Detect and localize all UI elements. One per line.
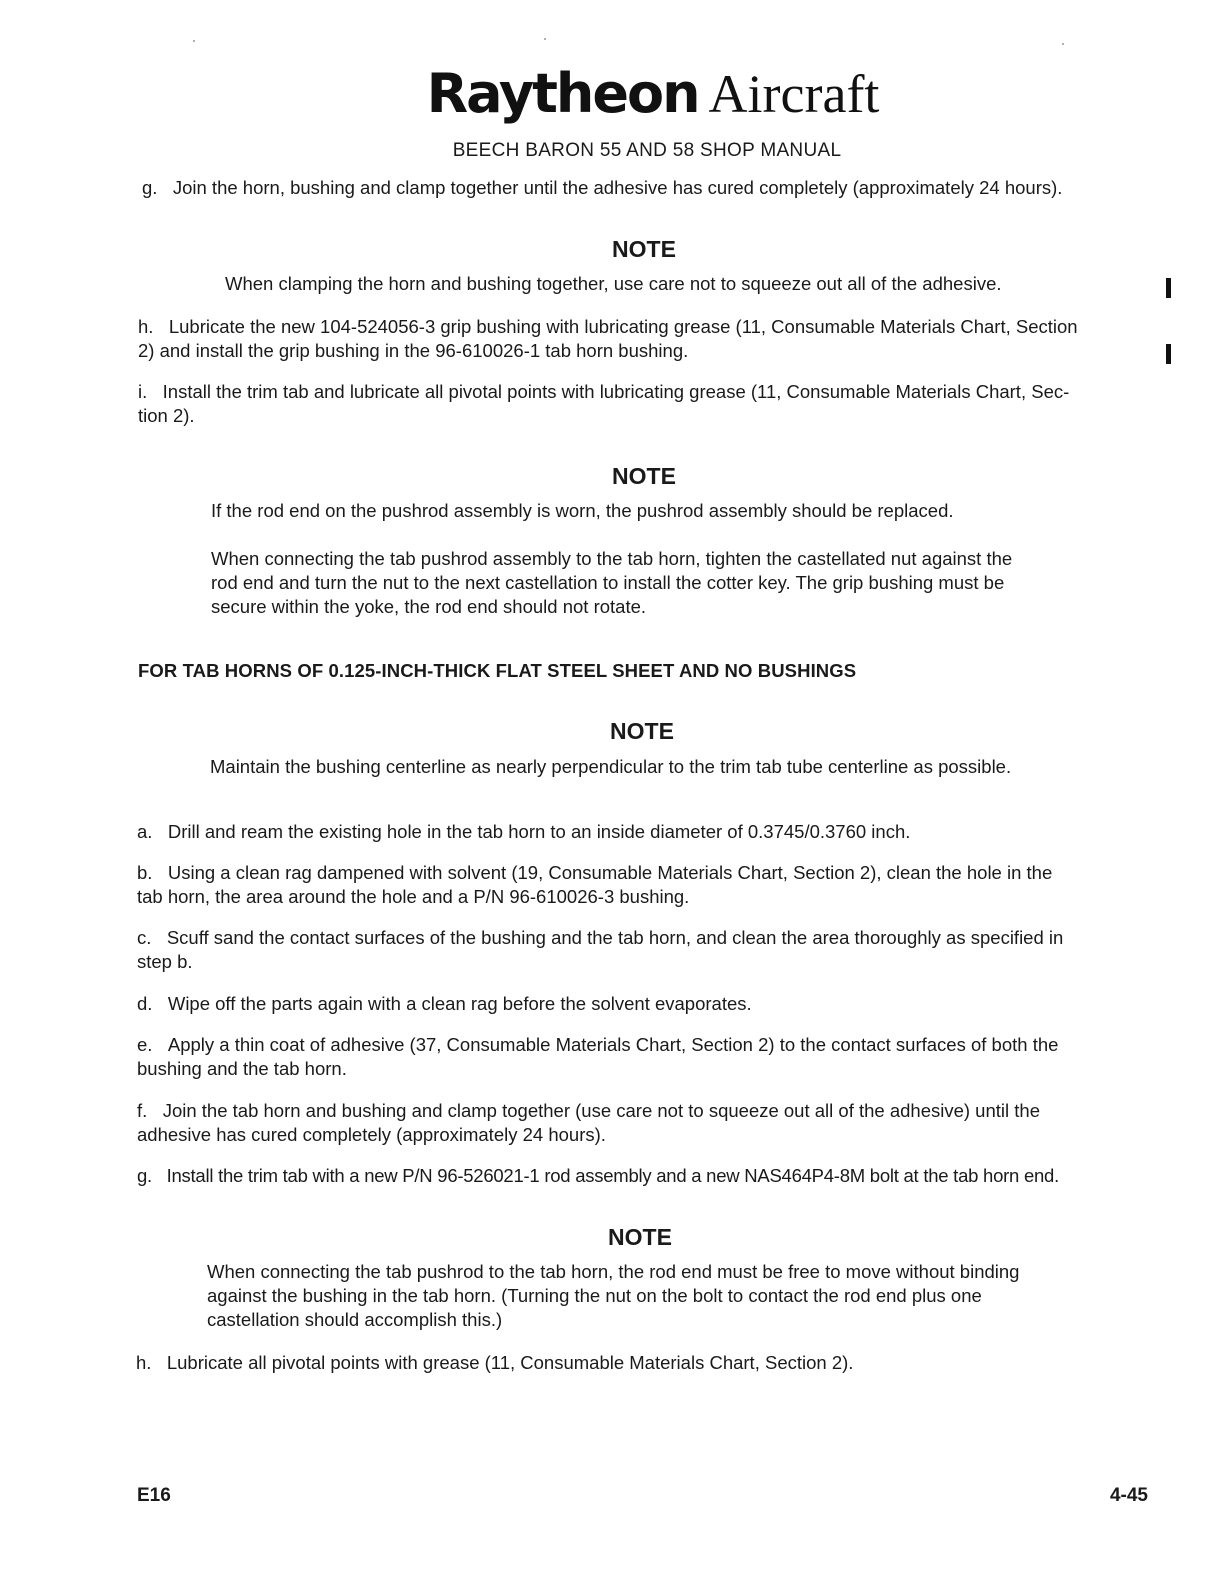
brand-name: Raytheon [426,62,699,125]
step-h-bottom [136,1351,853,1375]
note-text: rod end and turn the nut to the next castellation to install the cotter key. The grip bushing must be [211,572,1005,593]
note-heading: NOTE [608,1224,672,1250]
change-bar [1166,344,1171,364]
step-text: Lubricate all pivotal points with grease (11, Consumable Materials Chart, Section 2). [166,1352,854,1373]
note-paragraph [207,1260,1019,1332]
step-label: f. [137,1100,148,1121]
step-text: tion 2). [138,405,195,426]
step-label: d. [137,993,153,1014]
manual-title: BEECH BARON 55 AND 58 SHOP MANUAL [452,140,842,161]
brand-subtitle: Aircraft [708,64,880,124]
scan-speck [544,38,546,40]
step-text: Join the tab horn and bushing and clamp together (use care not to squeeze out all of the adhesive) until the [162,1100,1040,1121]
step-b [137,861,1052,909]
step-text: Using a clean rag dampened with solvent (19, Consumable Materials Chart, Section 2), clean the hole in the [167,862,1053,883]
step-d [137,992,752,1016]
step-label: g. [137,1165,152,1186]
note-heading: NOTE [612,236,676,262]
step-g-top [142,176,1062,200]
note-text: When clamping the horn and bushing together, use care not to squeeze out all of the adhesive. [225,273,1002,294]
step-text: 2) and install the grip bushing in the 96-610026-1 tab horn bushing. [138,340,689,361]
note-heading: NOTE [612,463,676,489]
step-c [137,926,1063,974]
note-text: When connecting the tab pushrod to the tab horn, the rod end must be free to move without binding [207,1261,1020,1282]
step-text: Install the trim tab with a new P/N 96-526021-1 rod assembly and a new NAS464P4-8M bolt at the tab horn end. [166,1165,1059,1186]
step-text: Apply a thin coat of adhesive (37, Consumable Materials Chart, Section 2) to the contact surfaces of both the [167,1034,1059,1055]
footer-revision: E16 [137,1485,171,1506]
step-a [137,820,910,844]
step-e [137,1033,1058,1081]
change-bar [1166,278,1171,298]
step-text: adhesive has cured completely (approximately 24 hours). [137,1124,606,1145]
step-text: Drill and ream the existing hole in the tab horn to an inside diameter of 0.3745/0.3760 inch. [167,821,911,842]
note-text: If the rod end on the pushrod assembly is worn, the pushrod assembly should be replaced. [211,500,954,521]
step-text: step b. [137,951,193,972]
note-text: castellation should accomplish this.) [207,1309,503,1330]
step-label: c. [137,927,152,948]
scan-speck [1062,43,1064,45]
step-i-top [138,380,1069,428]
note-text: Maintain the bushing centerline as nearly perpendicular to the trim tab tube centerline as possible. [210,756,1012,777]
step-label: g. [142,177,158,198]
step-g-bottom [137,1164,1059,1188]
scan-speck [193,40,195,42]
footer-page-number: 4-45 [1109,1485,1148,1506]
brand-logo [0,62,1220,125]
note-text: When connecting the tab pushrod assembly to the tab horn, tighten the castellated nut against the [211,548,1013,569]
note-text: secure within the yoke, the rod end should not rotate. [211,596,647,617]
step-text: Join the horn, bushing and clamp together until the adhesive has cured completely (approximately 24 hours). [172,177,1063,198]
step-label: h. [136,1352,152,1373]
step-text: Scuff sand the contact surfaces of the bushing and the tab horn, and clean the area thoroughly as specified in [166,927,1064,948]
step-f [137,1099,1040,1147]
step-label: e. [137,1034,153,1055]
note-text: against the bushing in the tab horn. (Turning the nut on the bolt to contact the rod end plus one [207,1285,982,1306]
step-label: b. [137,862,153,883]
step-text: tab horn, the area around the hole and a P/N 96-610026-3 bushing. [137,886,690,907]
step-label: a. [137,821,153,842]
section-heading: FOR TAB HORNS OF 0.125-INCH-THICK FLAT STEEL SHEET AND NO BUSHINGS [138,660,857,681]
step-label: h. [138,316,154,337]
step-text: Wipe off the parts again with a clean rag before the solvent evaporates. [167,993,752,1014]
step-label: i. [138,381,148,402]
note-paragraph [211,547,1012,619]
step-text: Lubricate the new 104-524056-3 grip bushing with lubricating grease (11, Consumable Materials Chart, Section [168,316,1078,337]
step-text: Install the trim tab and lubricate all pivotal points with lubricating grease (11, Consumable Materials Chart, Sec- [162,381,1070,402]
step-text: bushing and the tab horn. [137,1058,347,1079]
step-h-top [138,315,1078,363]
note-heading: NOTE [610,718,674,744]
